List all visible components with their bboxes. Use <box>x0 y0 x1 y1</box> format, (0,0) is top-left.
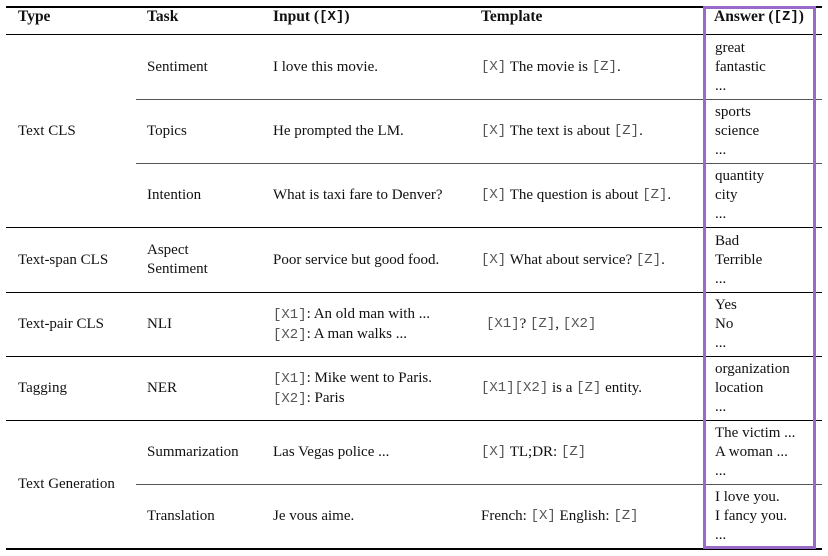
task-topics: Topics <box>147 123 187 139</box>
input-sentiment: I love this movie. <box>273 58 378 75</box>
input-topics: He prompted the LM. <box>273 123 404 139</box>
type-tagging: Tagging <box>18 380 67 396</box>
answer-topics: sports science ... <box>715 104 760 158</box>
template-nli: [X1] ? [Z] , [X2] <box>486 316 597 332</box>
type-text-cls: Text CLS <box>18 122 76 139</box>
task-ner: NER <box>147 380 177 396</box>
template-ner: [X1] [X2] is a [Z] entity. <box>481 380 643 396</box>
input-intention: What is taxi fare to Denver? <box>273 187 443 203</box>
input-summarization: Las Vegas police ... <box>273 444 390 460</box>
answer-sentiment: great fantastic ... <box>715 39 766 94</box>
template-summarization: [X] TL;DR: [Z] <box>481 444 587 460</box>
group-rule-4 <box>6 420 822 421</box>
top-rule <box>6 6 822 8</box>
answer-aspect-sentiment: Bad Terrible ... <box>715 232 763 287</box>
header-task: Task <box>147 8 179 25</box>
header-type: Type <box>18 8 51 25</box>
input-nli: [X1]: An old man with ... [X2]: A man walks ... <box>273 305 430 343</box>
task-summarization: Summarization <box>147 444 239 460</box>
input-translation: Je vous aime. <box>273 508 355 524</box>
type-text-span-cls: Text-span CLS <box>18 251 109 268</box>
task-aspect-sentiment: Aspect Sentiment <box>147 242 208 277</box>
header-rule <box>6 34 822 35</box>
task-sentiment: Sentiment <box>147 58 208 75</box>
template-topics: [X] The text is about [Z] . <box>481 123 643 139</box>
header-template: Template <box>481 8 543 25</box>
bottom-rule <box>6 548 822 550</box>
answer-translation: I love you. I fancy you. ... <box>715 489 788 543</box>
type-text-pair-cls: Text-pair CLS <box>18 316 105 332</box>
answer-summarization: The victim ... A woman ... ... <box>715 425 796 479</box>
input-ner: [X1]: Mike went to Paris. [X2]: Paris <box>273 369 433 407</box>
template-translation: French: [X] English: [Z] <box>481 508 639 524</box>
header-input: Input ( [X] ) <box>273 8 350 25</box>
header-answer: Answer ( [Z] ) <box>714 8 804 25</box>
template-sentiment: [X] The movie is [Z] . <box>481 58 621 75</box>
task-intention: Intention <box>147 187 202 203</box>
type-text-generation: Text Generation <box>18 476 115 492</box>
template-intention: [X] The question is about [Z] . <box>481 187 672 203</box>
template-aspect-sentiment: [X] What about service? [Z] . <box>481 251 665 268</box>
answer-intention: quantity city ... <box>715 168 765 222</box>
task-nli: NLI <box>147 316 172 332</box>
answer-ner: organization location ... <box>715 361 790 415</box>
input-aspect-sentiment: Poor service but good food. <box>273 251 440 268</box>
answer-nli: Yes No ... <box>715 297 737 351</box>
task-translation: Translation <box>147 508 215 524</box>
